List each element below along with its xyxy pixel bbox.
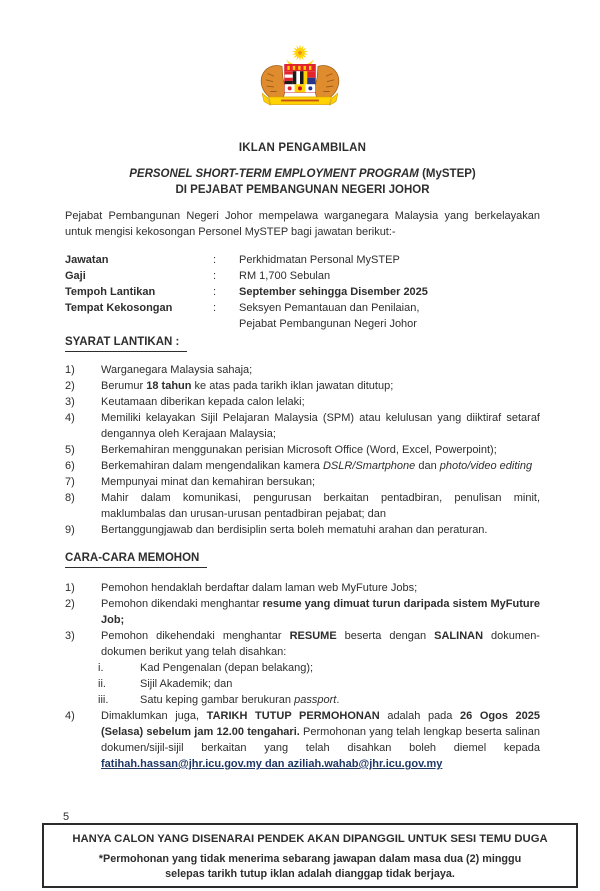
list-item-number: 4)	[65, 710, 75, 722]
details-table	[65, 252, 540, 332]
list-item	[65, 378, 540, 394]
sub-list-item-text	[140, 676, 540, 692]
text-segment: photo/video editing	[439, 460, 533, 472]
list-item-group	[65, 708, 540, 772]
text-segment: 26 Ogos 2025 (Selasa) sebelum jam 12.00 tengahari.	[101, 710, 541, 738]
sub-list-item-number: i.	[98, 662, 104, 674]
list-item-number: 7)	[65, 476, 75, 488]
text-segment: dan	[415, 460, 440, 472]
text-segment: Keutamaan diberikan kepada calon lelaki;	[101, 396, 305, 408]
syarat-list	[65, 362, 540, 538]
list-item	[65, 708, 540, 772]
details-row	[65, 300, 540, 332]
text-segment: Berkemahiran dalam mengendalikan kamera	[101, 460, 323, 472]
notice-box	[42, 823, 578, 888]
details-colon: :	[213, 302, 217, 314]
details-value	[239, 268, 540, 284]
subtitle-mystep: (MySTEP)	[418, 168, 476, 180]
text-segment: Bertanggungjawab dan berdisiplin serta boleh mematuhi arahan dan peraturan.	[101, 524, 488, 536]
list-item-text	[101, 628, 540, 660]
text-segment: Pejabat Pembangunan Negeri Johor	[239, 318, 417, 330]
details-colon: :	[213, 286, 217, 298]
list-item	[65, 596, 540, 628]
value-line	[239, 316, 540, 332]
list-item-group	[65, 628, 540, 708]
details-label: Tempoh Lantikan	[65, 286, 156, 298]
text-segment: beserta dengan	[336, 630, 435, 642]
text-segment: TARIKH TUTUP PERMOHONAN	[206, 710, 380, 722]
malaysia-coat-of-arms-icon	[244, 42, 356, 114]
text-segment: Mempunyai minat dan kemahiran bersukan;	[101, 476, 316, 488]
page-title: IKLAN PENGAMBILAN	[238, 142, 367, 154]
list-item-text	[101, 378, 540, 394]
document-page	[0, 42, 600, 891]
list-item-number: 5)	[65, 444, 75, 456]
list-item-text	[101, 708, 540, 772]
details-colon: :	[213, 270, 217, 282]
details-value	[239, 252, 540, 268]
text-segment: Memiliki kelayakan Sijil Pelajaran Malaysia (SPM) atau kelulusan yang diiktiraf setaraf dengannya oleh Kerajaan Malaysia;	[101, 412, 540, 440]
list-item-text	[101, 490, 540, 522]
text-segment: Seksyen Pemantauan dan Penilaian,	[239, 302, 420, 314]
list-item-number: 1)	[65, 582, 75, 594]
list-item-text	[101, 458, 540, 474]
notice-headline: HANYA CALON YANG DISENARAI PENDEK AKAN DIPANGGIL UNTUK SESI TEMU DUGA	[72, 833, 548, 845]
sub-list-item	[65, 692, 540, 708]
list-item-number: 2)	[65, 380, 75, 392]
text-segment: Permohonan yang telah lengkap beserta salinan dokumen/sijil-sijil berkaitan yang telah disahkan boleh diemel kepada	[101, 726, 540, 754]
list-item	[65, 394, 540, 410]
list-item-number: 2)	[65, 598, 75, 610]
list-item-text	[101, 580, 540, 596]
text-segment: SALINAN	[434, 630, 484, 642]
list-item-number: 4)	[65, 412, 75, 424]
text-segment: RESUME	[289, 630, 337, 642]
list-item-text	[101, 394, 540, 410]
cara-list	[65, 580, 540, 772]
list-item-number: 3)	[65, 630, 75, 642]
text-segment: Berumur	[101, 380, 147, 392]
document-content	[0, 140, 600, 772]
list-item	[65, 362, 540, 378]
syarat-heading: SYARAT LANTIKAN :	[65, 334, 540, 352]
list-item-text	[101, 362, 540, 378]
list-item	[65, 442, 540, 458]
subtitle-program-name: PERSONEL SHORT-TERM EMPLOYMENT PROGRAM	[129, 168, 419, 180]
list-item-number: 1)	[65, 364, 75, 376]
text-segment: passport	[294, 694, 337, 706]
sub-list-item-number: iii.	[98, 694, 109, 706]
text-segment: Warganegara Malaysia sahaja;	[101, 364, 253, 376]
text-segment: Pemohon dikendaki menghantar	[101, 598, 263, 610]
text-segment: resume yang dimuat turun daripada sistem MyFuture Job;	[101, 598, 540, 626]
list-item-number: 8)	[65, 492, 75, 504]
details-row	[65, 268, 540, 284]
sub-list-item	[65, 676, 540, 692]
text-segment: Kad Pengenalan (depan belakang);	[140, 662, 314, 674]
subtitle	[65, 166, 540, 198]
intro-paragraph: Pejabat Pembangunan Negeri Johor mempelawa warganegara Malaysia yang berkelayakan untuk mengisi kekosongan Personel MySTEP bagi jawatan berikut:-	[65, 210, 540, 238]
list-item	[65, 580, 540, 596]
subtitle-line-1	[65, 166, 540, 182]
subtitle-line-2: DI PEJABAT PEMBANGUNAN NEGERI JOHOR	[175, 184, 430, 196]
details-value	[239, 284, 540, 300]
text-segment: Berkemahiran menggunakan perisian Microsoft Office (Word, Excel, Powerpoint);	[101, 444, 497, 456]
list-item	[65, 522, 540, 538]
list-item-group	[65, 580, 540, 596]
text-segment: Perkhidmatan Personal MySTEP	[239, 254, 400, 266]
value-line	[239, 300, 540, 316]
details-label: Tempat Kekosongan	[65, 302, 173, 314]
details-colon: :	[213, 254, 217, 266]
list-item	[65, 628, 540, 660]
text-segment: DSLR/Smartphone	[322, 460, 416, 472]
text-segment: Satu keping gambar berukuran	[140, 694, 295, 706]
value-line	[239, 268, 540, 284]
text-segment: Mahir dalam komunikasi, pengurusan berkaitan pentadbiran, penulisan minit, maklumbalas dan urusan-urusan pentadbiran pejabat; dan	[101, 492, 540, 520]
text-segment: dokumen-dokumen berikut yang telah disahkan:	[101, 630, 540, 658]
text-segment: 18 tahun	[146, 380, 192, 392]
details-value	[239, 300, 540, 332]
notice-footnote: *Permohonan yang tidak menerima sebarang jawapan dalam masa dua (2) minggu selepas tarikh tutup iklan adalah dianggap tidak berjaya.	[98, 853, 522, 880]
text-segment: Sijil Akademik; dan	[140, 678, 233, 690]
clipped-list-marker: 5	[63, 811, 70, 823]
list-item-text	[101, 522, 540, 538]
details-row	[65, 252, 540, 268]
text-segment: .	[336, 694, 340, 706]
list-item	[65, 490, 540, 522]
list-item-number: 9)	[65, 524, 75, 536]
list-item-text	[101, 596, 540, 628]
sub-list	[65, 660, 540, 708]
email-links[interactable]: fatihah.hassan@jhr.icu.gov.my dan aziliah.wahab@jhr.icu.gov.my	[101, 758, 443, 770]
text-segment: ke atas pada tarikh iklan jawatan ditutup;	[191, 380, 394, 392]
sub-list-item-text	[140, 692, 540, 708]
text-segment: September sehingga Disember 2025	[239, 286, 428, 298]
list-item	[65, 458, 540, 474]
details-row	[65, 284, 540, 300]
sub-list-item-number: ii.	[98, 678, 106, 690]
list-item	[65, 474, 540, 490]
text-segment: Dimaklumkan juga,	[101, 710, 207, 722]
value-line	[239, 284, 540, 300]
list-item-group	[65, 596, 540, 628]
list-item-text	[101, 410, 540, 442]
list-item-text	[101, 474, 540, 490]
text-segment: adalah pada	[379, 710, 461, 722]
sub-list-item	[65, 660, 540, 676]
list-item-number: 3)	[65, 396, 75, 408]
details-label: Jawatan	[65, 254, 109, 266]
text-segment: RM 1,700 Sebulan	[239, 270, 331, 282]
list-item-text	[101, 442, 540, 458]
text-segment: Pemohon dikehendaki menghantar	[101, 630, 290, 642]
text-segment: Pemohon hendaklah berdaftar dalam laman web MyFuture Jobs;	[101, 582, 418, 594]
details-label: Gaji	[65, 270, 86, 282]
list-item	[65, 410, 540, 442]
sub-list-item-text	[140, 660, 540, 676]
value-line	[239, 252, 540, 268]
list-item-number: 6)	[65, 460, 75, 472]
cara-heading: CARA-CARA MEMOHON	[65, 550, 540, 568]
